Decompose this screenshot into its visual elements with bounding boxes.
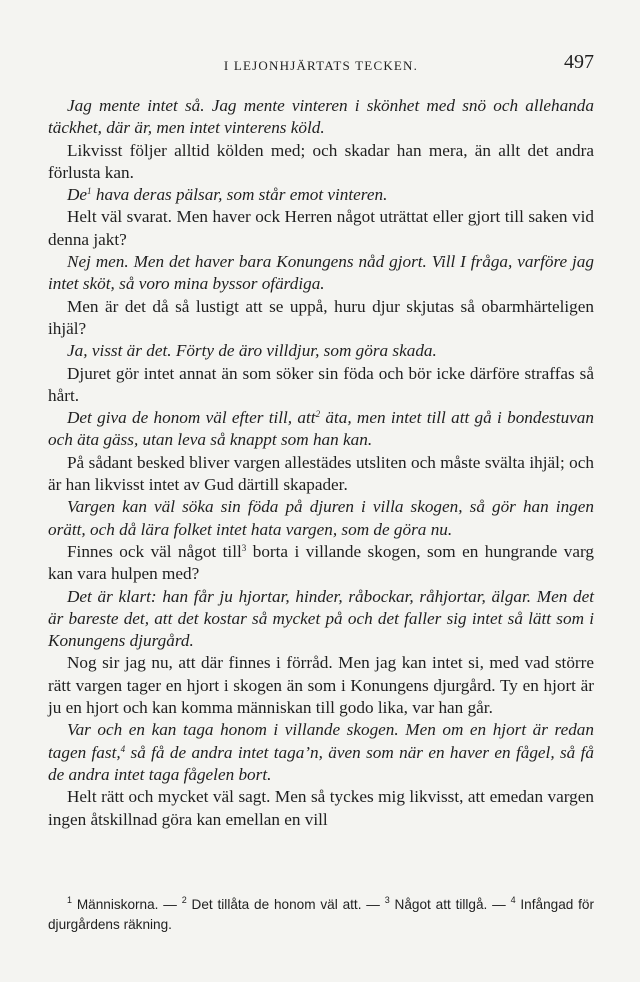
text-run: Helt väl svarat. Men haver ock Herren något uträttat eller gjort till saken vid denna jakt?	[48, 207, 594, 249]
footnote-marker: 1	[67, 895, 73, 905]
footnote-line	[48, 895, 594, 934]
text-run: Helt rätt och mycket väl sagt. Men så tyckes mig likvisst, att emedan vargen ingen åtskillnad göra kan emellan en vill	[48, 787, 594, 829]
answer-paragraph	[48, 296, 594, 341]
question-paragraph	[48, 95, 594, 140]
text-run: Vargen kan väl söka sin föda på djuren i villa skogen, så gör han ingen orätt, och då lära folket intet hata vargen, som de göra nu.	[48, 497, 594, 539]
answer-paragraph	[48, 652, 594, 719]
footnote-marker: 4	[510, 895, 516, 905]
question-paragraph	[48, 407, 594, 452]
answer-paragraph	[48, 541, 594, 586]
question-paragraph	[48, 586, 594, 653]
answer-paragraph	[48, 786, 594, 831]
footnotes	[48, 895, 594, 934]
answer-paragraph	[48, 140, 594, 185]
text-run: Det är klart: han får ju hjortar, hinder, råbockar, råhjortar, älgar. Men det är bareste det, att det kostar så mycket på och det faller sig intet så lätt som i Konungens djurgård.	[48, 586, 594, 651]
text-run: äta, men intet till att gå i bondestuvan och äta gäss, utan leva så knappt som han kan.	[48, 408, 594, 450]
text-run: så få de andra intet taga’n, även som när en haver en fågel, så få de andra intet taga fågelen bort.	[48, 742, 594, 784]
footnote-marker: 2	[315, 409, 321, 420]
question-paragraph	[48, 719, 594, 786]
text-run: Nej men. Men det haver bara Konungens nåd gjort. Vill I fråga, varföre jag intet sköt, så voro mina byssor ofärdiga.	[48, 252, 594, 294]
footnote-marker: 4	[120, 743, 126, 754]
question-paragraph	[48, 251, 594, 296]
text-run: Det giva de honom väl efter till, att	[67, 408, 316, 428]
footnote-marker: 3	[384, 895, 390, 905]
footnote-marker: 2	[181, 895, 187, 905]
answer-paragraph	[48, 452, 594, 497]
text-run: Det tillåta de honom väl att. —	[186, 897, 385, 912]
text-run: Men är det då så lustigt att se uppå, huru djur skjutas så obarmhärteligen ihjäl?	[48, 296, 594, 338]
text-run: De	[67, 185, 88, 205]
text-run: Finnes ock väl något till	[67, 541, 242, 561]
footnote-marker: 3	[241, 542, 247, 553]
text-run: Likvisst följer alltid kölden med; och skadar han mera, än allt det andra förlusta kan.	[48, 140, 594, 182]
page-number: 497	[564, 51, 594, 73]
text-run: Infångad för djurgårdens räkning.	[48, 897, 594, 932]
text-run: Människorna. —	[72, 897, 182, 912]
text-run: Jag mente intet så. Jag mente vinteren i skönhet med snö och allehanda täckhet, där är, men intet vinterens köld.	[48, 96, 594, 138]
running-head: I LEJONHJÄRTATS TECKEN.	[223, 58, 419, 73]
body-text	[48, 95, 594, 831]
question-paragraph	[48, 496, 594, 541]
question-paragraph	[48, 184, 594, 206]
footnote-marker: 1	[87, 186, 92, 197]
question-paragraph	[48, 340, 594, 362]
text-run: Var och en kan taga honom i villande skogen. Men om en hjort är redan tagen fast,	[48, 720, 594, 762]
text-run: borta i villande skogen, som en hungrande varg kan vara hulpen med?	[48, 541, 594, 584]
answer-paragraph	[48, 363, 594, 408]
answer-paragraph	[48, 206, 594, 251]
text-run: Något att tillgå. —	[389, 897, 511, 912]
text-run: hava deras pälsar, som står emot vinteren.	[91, 185, 388, 205]
text-run: Djuret gör intet annat än som söker sin föda och bör icke därföre straffas så hårt.	[48, 363, 594, 405]
text-run: Ja, visst är det. Förty de äro villdjur, som göra skada.	[67, 341, 437, 361]
page-header	[48, 48, 594, 78]
text-run: På sådant besked bliver vargen allestädes utsliten och måste svälta ihjäl; och är han likvisst intet av Gud därtill skapader.	[48, 452, 594, 495]
text-run: Nog sir jag nu, att där finnes i förråd. Men jag kan intet si, med vad större rätt vargen tager en hjort i skogen än som i Konungens djurgård. Ty en hjort är ju en hjort och kan komma människan till godo lika, var han går.	[48, 653, 594, 718]
